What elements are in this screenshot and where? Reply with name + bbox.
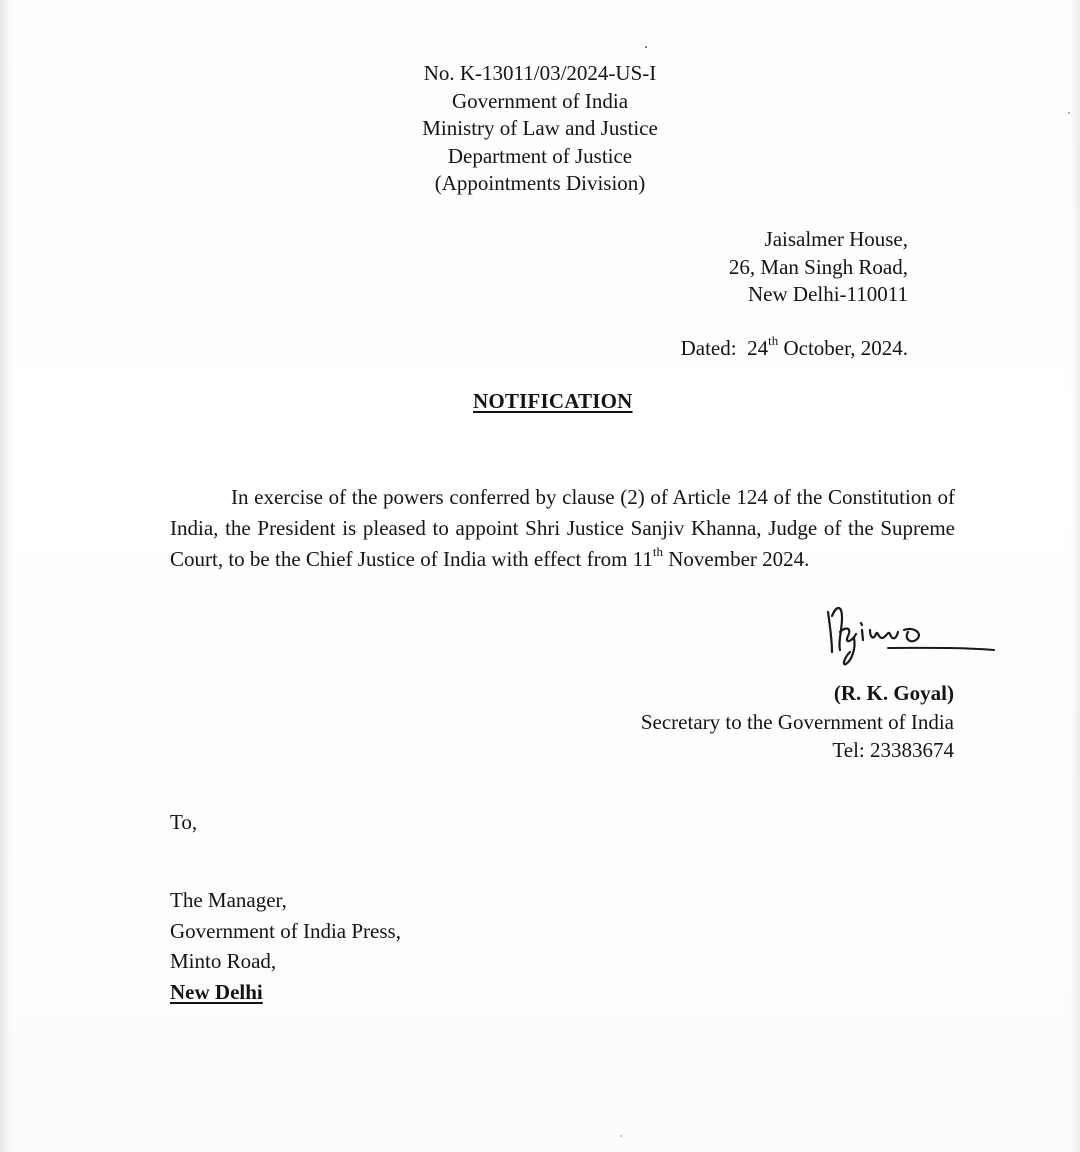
date-rest: October, 2024. bbox=[783, 336, 908, 360]
body-text: In exercise of the powers conferred by clause (2) of Article 124 of the Constitution of India, the President is pleased to appoint Shri Justice Sanjiv Khanna, Judge of the Supreme Court, to be the Chief Justice of India with effect from 11 bbox=[170, 485, 955, 571]
page-left-edge-shadow bbox=[0, 0, 14, 1152]
division-name: (Appointments Division) bbox=[434, 171, 646, 195]
addressee-city: New Delhi bbox=[170, 979, 263, 1004]
date-line bbox=[681, 334, 908, 362]
address-line-3: New Delhi-110011 bbox=[748, 282, 908, 306]
body-date-suffix: th bbox=[652, 544, 664, 559]
body-paragraph bbox=[170, 482, 955, 575]
handwritten-signature bbox=[818, 590, 998, 670]
scan-speck bbox=[645, 46, 647, 48]
ministry-name: Ministry of Law and Justice bbox=[422, 116, 658, 140]
scan-speck bbox=[1068, 112, 1070, 114]
addressee-line-1: The Manager, bbox=[170, 888, 287, 912]
body-text-end: November 2024. bbox=[663, 547, 810, 571]
office-address bbox=[729, 226, 908, 309]
notification-body bbox=[170, 482, 955, 575]
department-name: Department of Justice bbox=[447, 143, 633, 168]
date-day: 24 bbox=[747, 336, 769, 360]
notification-title: NOTIFICATION bbox=[473, 389, 633, 413]
page-right-edge-shadow bbox=[1070, 0, 1080, 1152]
address-line-1: Jaisalmer House, bbox=[764, 227, 908, 251]
letterhead bbox=[340, 60, 740, 198]
signatory-block bbox=[641, 679, 954, 765]
addressee-block bbox=[170, 885, 401, 1007]
reference-number: No. K-13011/03/2024-US-I bbox=[423, 61, 657, 85]
address-line-2: 26, Man Singh Road, bbox=[728, 254, 908, 279]
signatory-phone: Tel: 23383674 bbox=[832, 738, 954, 762]
to-label: To, bbox=[170, 810, 198, 834]
signatory-name: (R. K. Goyal) bbox=[833, 681, 954, 705]
signatory-designation: Secretary to the Government of India bbox=[640, 709, 954, 734]
date-prefix: Dated: bbox=[680, 336, 737, 360]
addressee-line-3: Minto Road, bbox=[170, 949, 277, 973]
government-name: Government of India bbox=[451, 88, 629, 113]
addressee-line-2: Government of India Press, bbox=[170, 918, 401, 943]
scan-speck bbox=[620, 1135, 622, 1137]
date-day-suffix: th bbox=[768, 333, 779, 348]
